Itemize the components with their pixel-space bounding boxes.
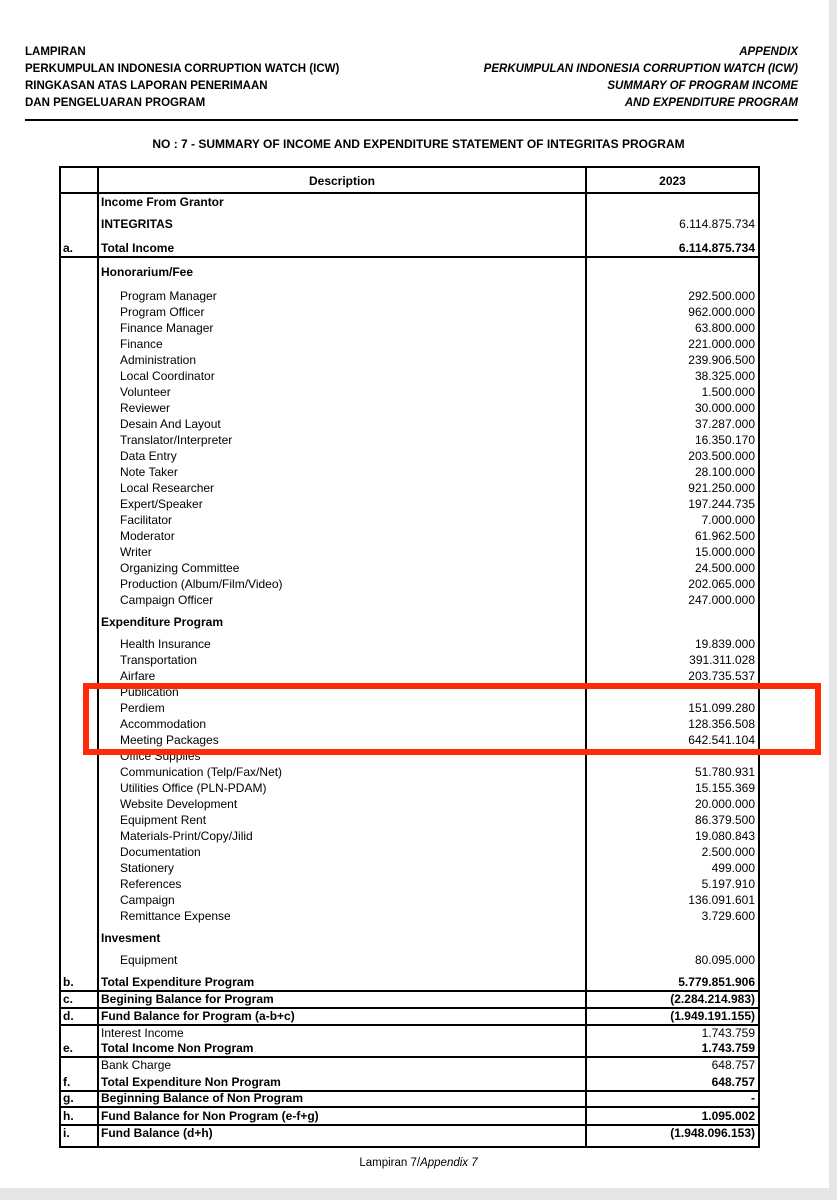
row-amount: 20.000.000	[694, 797, 755, 811]
table-row	[61, 892, 758, 908]
row-description: INTEGRITAS	[101, 217, 173, 231]
table-row	[61, 652, 758, 668]
row-description: Expenditure Program	[101, 615, 224, 629]
table-row	[61, 780, 758, 796]
row-amount: 202.065.000	[688, 577, 755, 591]
footer-label-italic: Appendix 7	[420, 1157, 478, 1169]
row-description: Documentation	[120, 845, 201, 859]
row-description: Data Entry	[120, 449, 177, 463]
row-description: Fund Balance for Non Program (e-f+g)	[101, 1109, 319, 1123]
row-amount: 1.743.759	[701, 1041, 755, 1055]
table-row	[61, 1057, 758, 1073]
row-amount: 24.500.000	[694, 561, 755, 575]
row-amount: 391.311.028	[689, 653, 755, 667]
row-description: Meeting Packages	[120, 733, 219, 747]
table-row	[61, 844, 758, 860]
row-description: Fund Balance (d+h)	[101, 1126, 213, 1140]
row-description: Expert/Speaker	[120, 497, 203, 511]
table-row-total	[61, 240, 758, 258]
row-description: Local Coordinator	[120, 369, 215, 383]
row-description: Invesment	[101, 931, 161, 945]
row-amount: 239.906.500	[688, 353, 755, 367]
image-border-bottom	[0, 1188, 837, 1200]
row-amount: 221.000.000	[688, 337, 755, 351]
row-amount: 30.000.000	[694, 401, 755, 415]
table-row	[61, 592, 758, 608]
row-amount: 962.000.000	[688, 305, 755, 319]
row-description: References	[120, 877, 182, 891]
row-amount: (2.284.214.983)	[670, 992, 755, 1006]
row-description: Production (Album/Film/Video)	[120, 577, 283, 591]
red-highlight-box	[83, 683, 821, 755]
page-footer	[0, 1157, 837, 1169]
row-description: Total Income	[101, 241, 175, 255]
row-amount: 197.244.735	[688, 497, 755, 511]
column-header-year: 2023	[659, 174, 686, 188]
row-amount: 292.500.000	[688, 289, 755, 303]
row-description: Program Manager	[120, 289, 217, 303]
header-divider	[25, 119, 798, 121]
row-amount: 38.325.000	[694, 369, 755, 383]
table-row-section	[61, 194, 758, 210]
row-description: Total Expenditure Non Program	[101, 1075, 281, 1089]
row-letter: f.	[63, 1075, 71, 1089]
table-row	[61, 304, 758, 320]
row-description: Utilities Office (PLN-PDAM)	[120, 781, 267, 795]
table-row-section	[61, 216, 758, 232]
table-row	[61, 336, 758, 352]
row-amount: 648.757	[711, 1075, 755, 1089]
table-row	[61, 496, 758, 512]
row-amount: (1.949.191.155)	[670, 1009, 755, 1023]
row-amount: 37.287.000	[694, 417, 755, 431]
header-right	[484, 44, 798, 112]
row-amount: -	[751, 1091, 755, 1105]
table-row	[61, 480, 758, 496]
row-description: Income From Grantor	[101, 195, 224, 209]
document-title: NO : 7 - SUMMARY OF INCOME AND EXPENDITURE STATEMENT OF INTEGRITAS PROGRAM	[152, 137, 685, 151]
row-description: Beginning Balance of Non Program	[101, 1091, 304, 1105]
row-amount: (1.948.096.153)	[670, 1126, 755, 1140]
row-amount: 7.000.000	[701, 513, 755, 527]
table-row	[61, 764, 758, 780]
row-amount: 2.500.000	[701, 845, 755, 859]
row-description: Total Income Non Program	[101, 1041, 254, 1055]
row-amount: 5.779.851.906	[678, 975, 755, 989]
row-letter: b.	[63, 975, 74, 989]
table-row-section	[61, 930, 758, 946]
row-amount: 86.379.500	[694, 813, 755, 827]
footer-label: Lampiran 7/	[359, 1157, 421, 1169]
row-description: Perdiem	[120, 701, 165, 715]
table-row	[61, 416, 758, 432]
row-description: Facilitator	[120, 513, 173, 527]
table-row-section	[61, 264, 758, 280]
row-amount: 28.100.000	[694, 465, 755, 479]
row-amount: 3.729.600	[701, 909, 755, 923]
row-amount: 19.839.000	[694, 637, 755, 651]
row-amount: 648.757	[711, 1058, 755, 1072]
table-row	[61, 812, 758, 828]
table-row	[61, 384, 758, 400]
row-amount: 5.197.910	[701, 877, 755, 891]
table-row	[61, 828, 758, 844]
row-description: Publication	[120, 685, 179, 699]
row-description: Desain And Layout	[120, 417, 221, 431]
table-row-total	[61, 1125, 758, 1141]
table-row	[61, 1025, 758, 1041]
header-right-line-4: AND EXPENDITURE PROGRAM	[624, 97, 798, 109]
row-amount: 203.500.000	[688, 449, 755, 463]
row-description: Translator/Interpreter	[120, 433, 233, 447]
table-row-total	[61, 1108, 758, 1126]
row-description: Stationery	[120, 861, 175, 875]
row-description: Equipment	[120, 953, 178, 967]
row-description: Transportation	[120, 653, 197, 667]
table-row	[61, 796, 758, 812]
table-row	[61, 448, 758, 464]
row-letter: a.	[63, 241, 74, 255]
statement-table	[59, 166, 760, 1148]
row-description: Moderator	[120, 529, 175, 543]
header-left-line-1: LAMPIRAN	[25, 46, 86, 58]
table-row-section	[61, 614, 758, 630]
table-row-total	[61, 1090, 758, 1108]
row-amount: 128.356.508	[688, 717, 755, 731]
row-description: Equipment Rent	[120, 813, 207, 827]
row-description: Communication (Telp/Fax/Net)	[120, 765, 283, 779]
row-description: Office Supplies	[120, 749, 201, 763]
table-row-total	[61, 1008, 758, 1026]
row-amount: 6.114.875.734	[678, 241, 755, 255]
row-description: Begining Balance for Program	[101, 992, 274, 1006]
row-amount: 642.541.104	[688, 733, 755, 747]
table-row	[61, 860, 758, 876]
row-amount: 15.000.000	[694, 545, 755, 559]
row-description: Airfare	[120, 669, 156, 683]
row-amount: 203.735.537	[688, 669, 755, 683]
row-letter: i.	[63, 1126, 70, 1140]
table-row	[61, 576, 758, 592]
row-description: Note Taker	[120, 465, 178, 479]
table-row-total	[61, 991, 758, 1009]
row-description: Administration	[120, 353, 197, 367]
table-row	[61, 512, 758, 528]
row-description: Finance Manager	[120, 321, 214, 335]
row-description: Campaign Officer	[120, 593, 214, 607]
table-row	[61, 464, 758, 480]
header-left-line-2: PERKUMPULAN INDONESIA CORRUPTION WATCH (ICW)	[25, 63, 340, 75]
image-border-right	[829, 0, 837, 1200]
row-description: Finance	[120, 337, 163, 351]
table-row	[61, 320, 758, 336]
row-letter: g.	[63, 1091, 74, 1105]
row-description: Writer	[120, 545, 152, 559]
row-amount: 921.250.000	[688, 481, 755, 495]
header-left-line-3: RINGKASAN ATAS LAPORAN PENERIMAAN	[25, 80, 268, 92]
row-description: Website Development	[120, 797, 238, 811]
row-amount: 61.962.500	[694, 529, 755, 543]
table-row	[61, 368, 758, 384]
row-description: Bank Charge	[101, 1058, 172, 1072]
row-description: Interest Income	[101, 1026, 184, 1040]
row-amount: 80.095.000	[694, 953, 755, 967]
row-description: Organizing Committee	[120, 561, 240, 575]
table-row-total	[61, 974, 758, 992]
table-row	[61, 528, 758, 544]
table-row	[61, 400, 758, 416]
row-amount: 247.000.000	[688, 593, 755, 607]
row-amount: 19.080.843	[694, 829, 755, 843]
column-header-description: Description	[308, 174, 375, 188]
row-description: Program Officer	[120, 305, 205, 319]
row-description: Remittance Expense	[120, 909, 231, 923]
row-amount: 6.114.875.734	[679, 217, 755, 231]
table-row	[61, 352, 758, 368]
row-amount: 1.500.000	[701, 385, 755, 399]
header-left-line-4: DAN PENGELUARAN PROGRAM	[25, 97, 206, 109]
table-row	[61, 952, 758, 968]
row-amount: 151.099.280	[688, 701, 755, 715]
row-description: Campaign	[120, 893, 175, 907]
table-row-total	[61, 1040, 758, 1058]
row-description: Volunteer	[120, 385, 171, 399]
row-amount: 1.095.002	[701, 1109, 755, 1123]
row-description: Local Researcher	[120, 481, 215, 495]
row-amount: 136.091.601	[688, 893, 755, 907]
row-letter: e.	[63, 1041, 74, 1055]
row-amount: 63.800.000	[694, 321, 755, 335]
table-row	[61, 636, 758, 652]
header-left	[25, 44, 339, 112]
table-row	[61, 544, 758, 560]
row-letter: c.	[63, 992, 74, 1006]
row-description: Health Insurance	[120, 637, 211, 651]
header-right-line-2: PERKUMPULAN INDONESIA CORRUPTION WATCH (ICW)	[483, 63, 798, 75]
header-right-line-1: APPENDIX	[739, 46, 798, 58]
row-description: Materials-Print/Copy/Jilid	[120, 829, 253, 843]
row-amount: 499.000	[711, 861, 755, 875]
row-description: Accommodation	[120, 717, 207, 731]
row-amount: 51.780.931	[694, 765, 755, 779]
table-row	[61, 288, 758, 304]
header-right-line-3: SUMMARY OF PROGRAM INCOME	[607, 80, 798, 92]
table-row	[61, 560, 758, 576]
row-description: Total Expenditure Program	[101, 975, 255, 989]
row-description: Fund Balance for Program (a-b+c)	[101, 1009, 295, 1023]
row-letter: h.	[63, 1109, 74, 1123]
row-amount: 16.350.170	[694, 433, 755, 447]
row-description: Honorarium/Fee	[101, 265, 194, 279]
table-row	[61, 908, 758, 924]
table-row	[61, 668, 758, 684]
row-amount: 15.155.369	[694, 781, 755, 795]
row-amount: 1.743.759	[701, 1026, 755, 1040]
table-row	[61, 876, 758, 892]
row-description: Reviewer	[120, 401, 171, 415]
row-letter: d.	[63, 1009, 74, 1023]
table-row	[61, 432, 758, 448]
